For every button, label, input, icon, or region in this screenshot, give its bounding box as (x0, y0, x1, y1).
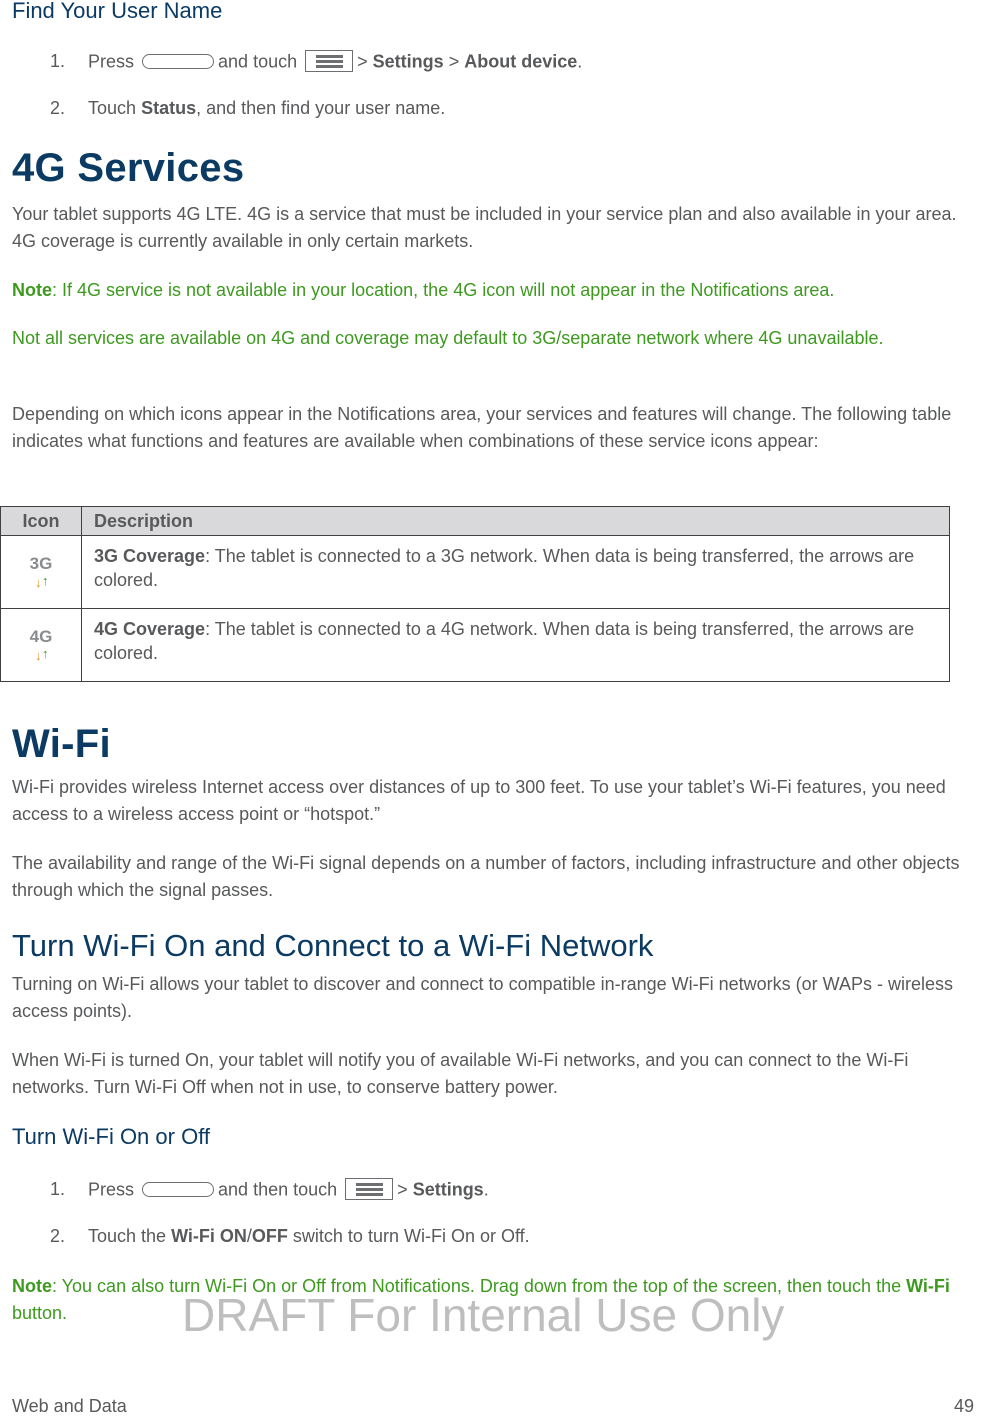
row-description: : The tablet is connected to a 4G network. When data is being transferred, the arrows are colored. (94, 619, 915, 663)
table-header-row (1, 507, 950, 536)
wifi-note: Note: You can also turn Wi-Fi On or Off from Notifications. Drag down from the top of the screen, then touch the Wi-Fi button. (12, 1276, 950, 1323)
4g-intro: Your tablet supports 4G LTE. 4G is a service that must be included in your service plan and also available in your area. 4G coverage is currently available in only certain markets. (12, 204, 957, 251)
row-term: 4G Coverage (94, 619, 206, 639)
wifi-step-1: 1. Press and then touch > Settings. (50, 1179, 489, 1200)
3g-coverage-icon: 3G ↓ ↑ (29, 554, 53, 590)
4g-services-heading: 4G Services (12, 146, 245, 190)
table-row (1, 536, 950, 609)
wifi-heading: Wi-Fi (12, 722, 111, 766)
turn-wifi-on-off-heading: Turn Wi-Fi On or Off (12, 1124, 211, 1149)
home-key-icon (142, 1182, 214, 1197)
column-header-description: Description (82, 507, 950, 536)
wifi-connect-intro: Turning on Wi-Fi allows your tablet to discover and connect to compatible in-range Wi-Fi networks (or WAPs - wireless access points). (12, 974, 954, 1021)
row-term: 3G Coverage (94, 546, 206, 566)
service-icons-table (0, 506, 950, 682)
wifi-intro: Wi-Fi provides wireless Internet access over distances of up to 300 feet. To use your tablet’s Wi-Fi features, you need access to a wireless access point or “hotspot.” (12, 777, 946, 824)
4g-coverage-icon: 4G ↓ ↑ (29, 627, 53, 663)
wifi-availability: The availability and range of the Wi-Fi signal depends on a number of factors, including infrastructure and other objects through which the signal passes. (12, 853, 960, 900)
step-2: 2. Touch Status, and then find your user name. (50, 98, 446, 118)
draft-watermark: DRAFT For Internal Use Only (182, 1289, 785, 1341)
table-row (1, 609, 950, 682)
page-number: 49 (953, 1396, 974, 1416)
4g-note: Note: If 4G service is not available in your location, the 4G icon will not appear in the Notifications area. (12, 280, 835, 300)
4g-note-2: Not all services are available on 4G and coverage may default to 3G/separate network where 4G unavailable. (12, 328, 884, 348)
wifi-notify-para: When Wi-Fi is turned On, your tablet will notify you of available Wi-Fi networks, and you can connect to the Wi-Fi networks. Turn Wi-Fi Off when not in use, to conserve battery power. (12, 1050, 909, 1097)
turn-wifi-on-connect-heading: Turn Wi-Fi On and Connect to a Wi-Fi Network (12, 928, 654, 963)
step-1: 1. Press and touch > Settings > About device. (50, 51, 583, 72)
footer-section-title: Web and Data (12, 1396, 127, 1416)
row-description: : The tablet is connected to a 3G network. When data is being transferred, the arrows are colored. (94, 546, 915, 590)
4g-table-intro: Depending on which icons appear in the Notifications area, your services and features will change. The following table indicates what functions and features are available when combinations of these service icons appear: (12, 404, 952, 451)
find-user-name-heading: Find Your User Name (12, 0, 223, 23)
column-header-icon: Icon (1, 507, 82, 536)
menu-key-icon (345, 1178, 393, 1200)
home-key-icon (142, 54, 214, 69)
wifi-step-2: 2. Touch the Wi-Fi ON/OFF switch to turn Wi-Fi On or Off. (50, 1226, 530, 1246)
menu-key-icon (305, 50, 353, 72)
